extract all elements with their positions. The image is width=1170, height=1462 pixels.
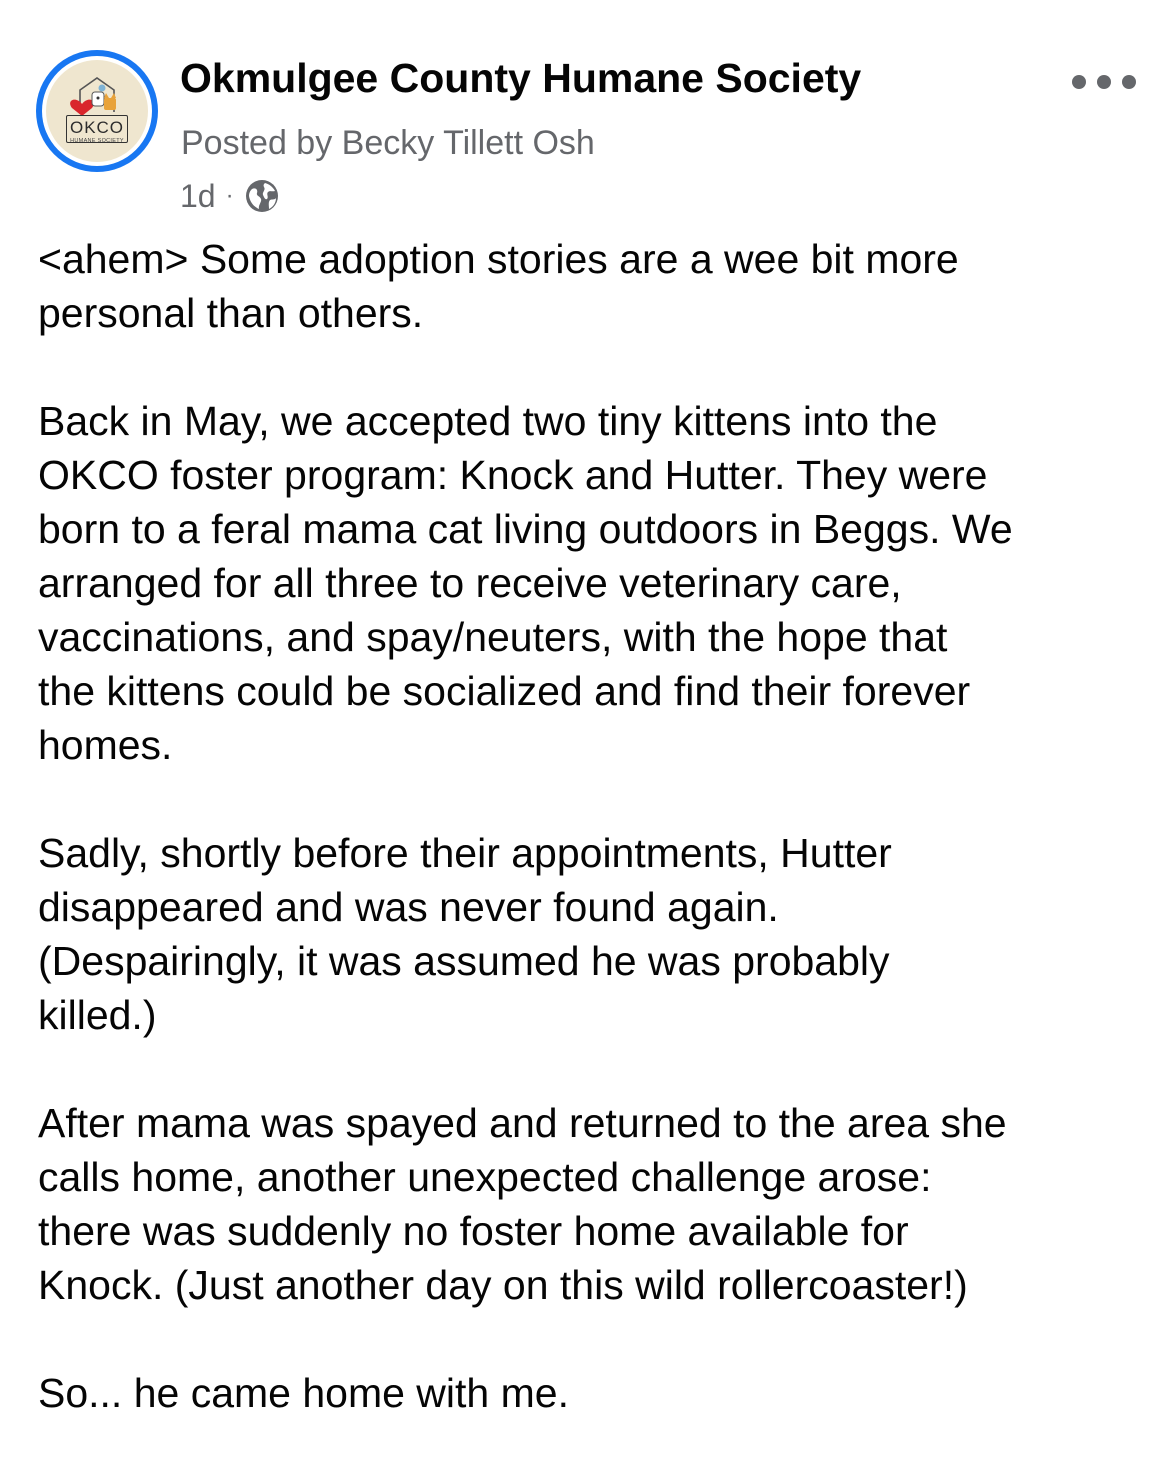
page-avatar[interactable]: [36, 50, 158, 172]
text-line: Sadly, shortly before their appointments, Hutter: [38, 830, 892, 876]
logo-text: OKCO: [69, 118, 125, 137]
more-options-dot: [1097, 75, 1111, 89]
more-options-dot: [1072, 75, 1086, 89]
post-paragraph: [38, 1096, 1148, 1312]
posted-by-author[interactable]: Posted by Becky Tillett Osh: [181, 124, 595, 162]
text-line: <ahem> Some adoption stories are a wee bit more: [38, 236, 959, 282]
meta-separator: ·: [225, 182, 234, 209]
text-line: disappeared and was never found again.: [38, 884, 779, 930]
logo-subtext: HUMANE SOCIETY: [70, 138, 124, 144]
text-line: arranged for all three to receive veterinary care,: [38, 560, 902, 606]
text-line: (Despairingly, it was assumed he was probably: [38, 938, 890, 984]
text-line: personal than others.: [38, 290, 424, 336]
text-line: After mama was spayed and returned to the area she: [38, 1100, 1007, 1146]
page-name-link[interactable]: Okmulgee County Humane Society: [180, 55, 862, 101]
globe-icon[interactable]: [244, 178, 280, 214]
text-line: homes.: [38, 722, 173, 768]
text-line: killed.): [38, 992, 157, 1038]
post-paragraph: [38, 394, 1148, 772]
text-line: So... he came home with me.: [38, 1370, 569, 1416]
post-paragraph: [38, 1366, 1148, 1420]
more-options-button[interactable]: [1072, 62, 1136, 102]
text-line: OKCO foster program: Knock and Hutter. They were: [38, 452, 988, 498]
avatar-border: [42, 56, 152, 166]
okco-logo: [46, 60, 148, 162]
text-line: calls home, another unexpected challenge arose:: [38, 1154, 932, 1200]
text-line: Knock. (Just another day on this wild rollercoaster!): [38, 1262, 968, 1308]
text-line: there was suddenly no foster home available for: [38, 1208, 909, 1254]
post-paragraph: [38, 826, 1148, 1042]
logo-animals-icon: [46, 60, 148, 162]
post-header: [0, 0, 1170, 230]
text-line: born to a feral mama cat living outdoors in Beggs. We: [38, 506, 1013, 552]
text-line: Back in May, we accepted two tiny kittens into the: [38, 398, 938, 444]
text-line: vaccinations, and spay/neuters, with the hope that: [38, 614, 948, 660]
text-line: the kittens could be socialized and find their forever: [38, 668, 971, 714]
post-text: [38, 232, 1148, 1420]
post-timestamp[interactable]: 1d: [180, 177, 216, 214]
post-paragraph: [38, 232, 1148, 340]
more-options-dot: [1122, 75, 1136, 89]
post-meta: [180, 174, 280, 218]
